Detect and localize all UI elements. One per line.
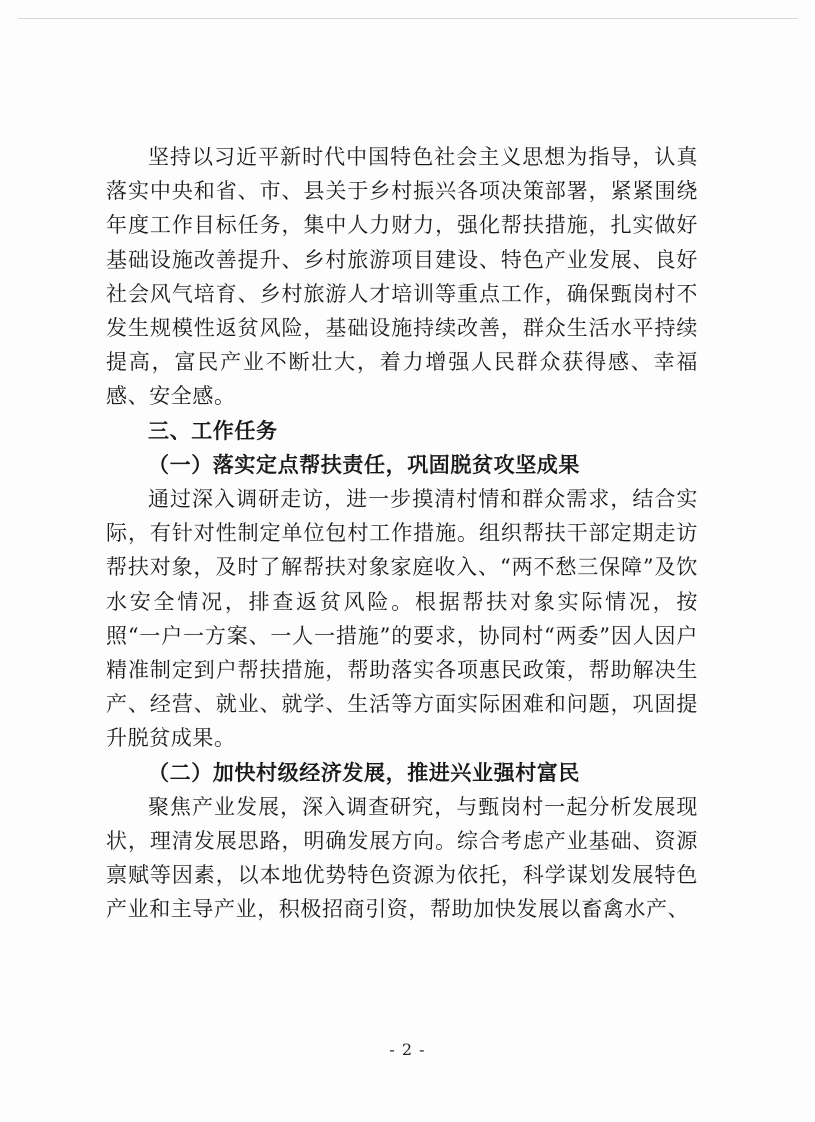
subheading-task-2: （二）加快村级经济发展，推进兴业强村富民 bbox=[148, 759, 580, 785]
document-body bbox=[106, 140, 698, 927]
paragraph-task-1: 通过深入调研走访，进一步摸清村情和群众需求，结合实际，有针对性制定单位包村工作措施。组织帮扶干部定期走访帮扶对象，及时了解帮扶对象家庭收入、“两不愁三保障”及饮水安全情况，排查返贫风险。根据帮扶对象实际情况，按照“一户一方案、一人一措施”的要求，协同村“两委”因人因户精准制定到户帮扶措施，帮助落实各项惠民政策，帮助解决生产、经营、就业、就学、生活等方面实际困难和问题，巩固提升脱贫成果。 bbox=[106, 487, 698, 751]
subheading-task-1: （一）落实定点帮扶责任，巩固脱贫攻坚成果 bbox=[148, 451, 580, 477]
paragraph-task-2: 聚焦产业发展，深入调查研究，与甄岗村一起分析发展现状，理清发展思路，明确发展方向。综合考虑产业基础、资源禀赋等因素，以本地优势特色资源为依托，科学谋划发展特色产业和主导产业，积极招商引资，帮助加快发展以畜禽水产、 bbox=[106, 794, 698, 922]
section-heading-work-tasks: 三、工作任务 bbox=[148, 418, 278, 443]
page-number: - 2 - bbox=[389, 1040, 426, 1059]
scan-edge-line bbox=[18, 18, 798, 19]
paragraph-guiding-ideology: 坚持以习近平新时代中国特色社会主义思想为指导，认真落实中央和省、市、县关于乡村振兴各项决策部署，紧紧围绕年度工作目标任务，集中人力财力，强化帮扶措施，扎实做好基础设施改善提升、乡村旅游项目建设、特色产业发展、良好社会风气培育、乡村旅游人才培训等重点工作，确保甄岗村不发生规模性返贫风险，基础设施持续改善，群众生活水平持续提高，富民产业不断壮大，着力增强人民群众获得感、幸福感、安全感。 bbox=[106, 145, 698, 409]
